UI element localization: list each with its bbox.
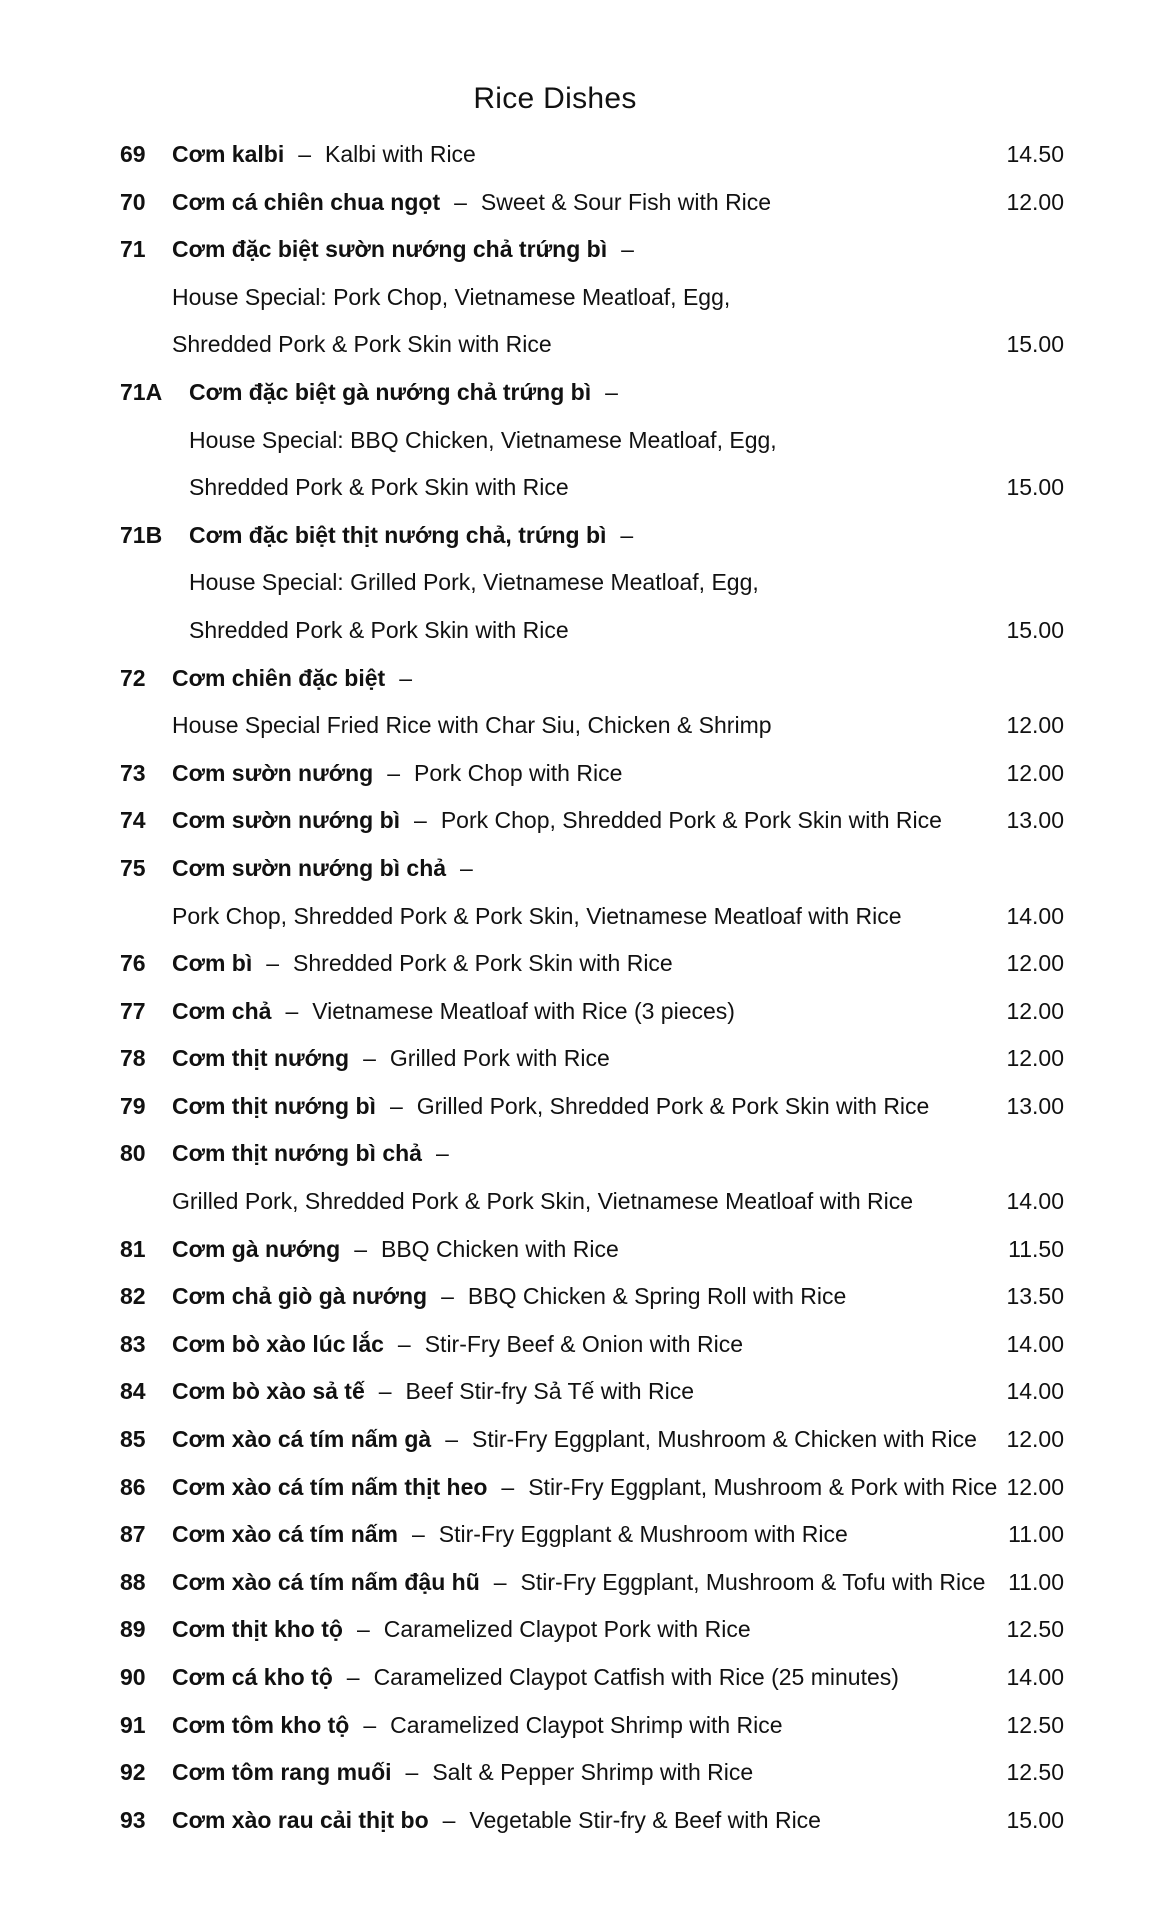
menu-item-line <box>120 1559 1064 1607</box>
item-number: 89 <box>120 1616 146 1643</box>
item-name <box>189 512 647 560</box>
menu-item-line <box>120 417 1064 465</box>
item-number: 80 <box>120 1140 146 1167</box>
item-vietnamese-name: Cơm xào cá tím nấm gà <box>172 1426 432 1453</box>
item-vietnamese-name: Cơm thịt kho tộ <box>172 1616 343 1643</box>
dash-separator: – <box>405 1759 419 1786</box>
item-description: Caramelized Claypot Shrimp with Rice <box>390 1711 783 1738</box>
item-vietnamese-name: Cơm chả giò gà nướng <box>172 1283 428 1310</box>
item-description: Sweet & Sour Fish with Rice <box>480 188 772 215</box>
item-name <box>172 1273 846 1321</box>
item-number: 85 <box>120 1426 146 1453</box>
menu-item-line <box>120 1035 1064 1083</box>
item-name <box>172 750 622 798</box>
item-description: Beef Stir-fry Sả Tế with Rice <box>405 1378 694 1405</box>
item-number: 87 <box>120 1521 146 1548</box>
item-vietnamese-name: Cơm thịt nướng bì chả <box>172 1140 422 1167</box>
item-description: Grilled Pork with Rice <box>389 1045 610 1072</box>
item-vietnamese-name: Cơm sườn nướng <box>172 759 374 786</box>
menu-item-line <box>120 1416 1064 1464</box>
menu-item-line <box>120 369 1064 417</box>
item-number: 91 <box>120 1711 146 1738</box>
item-vietnamese-name: Cơm sườn nướng bì chả <box>172 854 447 881</box>
dash-separator: – <box>621 236 634 263</box>
item-number: 71B <box>120 521 163 548</box>
item-price: 12.00 <box>1006 950 1064 977</box>
item-name <box>172 845 487 893</box>
item-price: 12.50 <box>1006 1616 1064 1643</box>
item-name <box>172 1511 848 1559</box>
menu-item-line <box>120 940 1064 988</box>
item-number: 86 <box>120 1473 146 1500</box>
menu-item-line <box>120 321 1064 369</box>
item-price: 14.50 <box>1006 141 1064 167</box>
menu-item-line <box>120 845 1064 893</box>
item-description: Kalbi with Rice <box>325 141 476 167</box>
item-number: 76 <box>120 950 146 977</box>
menu-item-line <box>120 655 1064 703</box>
item-name <box>172 1797 821 1845</box>
item-description: Stir-Fry Beef & Onion with Rice <box>424 1330 743 1357</box>
item-vietnamese-name: Cơm sườn nướng bì <box>172 807 401 834</box>
menu-item-line <box>120 1273 1064 1321</box>
item-name <box>172 226 648 274</box>
item-price: 11.00 <box>1008 1568 1064 1595</box>
menu-item-line <box>120 1083 1064 1131</box>
item-price: 12.00 <box>1006 759 1064 786</box>
menu-item-line <box>120 464 1064 512</box>
menu-item-line <box>120 1464 1064 1512</box>
dash-separator: – <box>356 1616 370 1643</box>
item-description: Grilled Pork, Shredded Pork & Pork Skin with Rice <box>416 1092 930 1119</box>
item-description: Pork Chop, Shredded Pork & Pork Skin, Vietnamese Meatloaf with Rice <box>172 902 902 929</box>
dash-separator: – <box>411 1521 425 1548</box>
item-number: 88 <box>120 1568 146 1595</box>
item-name <box>172 1702 783 1750</box>
item-vietnamese-name: Cơm thịt nướng bì <box>172 1092 376 1119</box>
item-description: Stir-Fry Eggplant, Mushroom & Tofu with Rice <box>520 1568 986 1595</box>
dash-separator: – <box>389 1092 403 1119</box>
item-description: Shredded Pork & Pork Skin with Rice <box>189 474 569 501</box>
item-number: 78 <box>120 1045 146 1072</box>
item-name <box>172 655 426 703</box>
item-price: 12.00 <box>1006 712 1064 739</box>
menu-item-line <box>120 1130 1064 1178</box>
menu-item-line <box>120 797 1064 845</box>
item-number: 75 <box>120 854 146 881</box>
item-vietnamese-name: Cơm xào cá tím nấm <box>172 1521 398 1548</box>
item-description: Vegetable Stir-fry & Beef with Rice <box>469 1806 821 1833</box>
dash-separator: – <box>346 1664 360 1690</box>
item-description: House Special Fried Rice with Char Siu, Chicken & Shrimp <box>172 712 772 739</box>
item-number: 71A <box>120 378 163 405</box>
item-number: 84 <box>120 1378 146 1405</box>
item-price: 13.50 <box>1006 1283 1064 1310</box>
menu-item-line <box>120 1511 1064 1559</box>
menu-item-line <box>120 1749 1064 1797</box>
item-price: 15.00 <box>1006 616 1064 643</box>
item-price: 12.00 <box>1006 997 1064 1024</box>
item-name <box>172 1464 997 1512</box>
item-vietnamese-name: Cơm chả <box>172 997 272 1024</box>
item-description: BBQ Chicken & Spring Roll with Rice <box>467 1283 847 1310</box>
item-description: House Special: Grilled Pork, Vietnamese Meatloaf, Egg, <box>189 569 759 596</box>
dash-separator: – <box>445 1426 459 1453</box>
item-price: 12.00 <box>1006 1473 1064 1500</box>
item-number: 83 <box>120 1330 146 1357</box>
dash-separator: – <box>460 854 473 881</box>
item-description: Pork Chop, Shredded Pork & Pork Skin with Rice <box>440 807 942 834</box>
item-price: 14.00 <box>1006 1188 1064 1215</box>
dash-separator: – <box>363 1045 376 1072</box>
item-price: 15.00 <box>1006 474 1064 501</box>
item-name <box>172 1606 751 1654</box>
menu-item-line <box>120 702 1064 750</box>
item-number: 73 <box>120 759 146 786</box>
item-price: 14.00 <box>1006 1330 1064 1357</box>
item-number: 77 <box>120 997 146 1024</box>
item-price: 12.00 <box>1006 188 1064 215</box>
item-name <box>189 369 632 417</box>
item-name <box>172 1083 929 1131</box>
item-name <box>172 1749 753 1797</box>
item-price: 14.00 <box>1006 1664 1064 1690</box>
menu-item-line <box>120 1321 1064 1369</box>
item-number: 79 <box>120 1092 146 1119</box>
dash-separator: – <box>387 759 400 786</box>
item-description: Shredded Pork & Pork Skin with Rice <box>172 331 552 358</box>
item-name <box>172 1654 899 1702</box>
item-number: 90 <box>120 1664 146 1690</box>
dash-separator: – <box>442 1806 456 1833</box>
item-number: 71 <box>120 236 146 263</box>
dash-separator: – <box>605 378 618 405</box>
item-vietnamese-name: Cơm kalbi <box>172 141 285 167</box>
dash-separator: – <box>266 950 280 977</box>
item-vietnamese-name: Cơm đặc biệt sườn nướng chả trứng bì <box>172 236 608 263</box>
item-price: 13.00 <box>1006 807 1064 834</box>
item-vietnamese-name: Cơm xào cá tím nấm thịt heo <box>172 1473 488 1500</box>
item-name <box>172 179 771 227</box>
item-price: 14.00 <box>1006 1378 1064 1405</box>
menu-list <box>120 131 1064 1844</box>
menu-item-line <box>120 988 1064 1036</box>
dash-separator: – <box>354 1235 367 1262</box>
dash-separator: – <box>298 141 312 167</box>
item-price: 14.00 <box>1006 902 1064 929</box>
item-vietnamese-name: Cơm cá chiên chua ngọt <box>172 188 441 215</box>
item-name <box>172 940 673 988</box>
item-name <box>172 1321 743 1369</box>
item-number: 70 <box>120 188 146 215</box>
item-price: 15.00 <box>1006 331 1064 358</box>
item-number: 93 <box>120 1806 146 1833</box>
item-number: 72 <box>120 664 146 691</box>
item-number: 81 <box>120 1235 146 1262</box>
item-name <box>172 1035 610 1083</box>
dash-separator: – <box>493 1568 507 1595</box>
item-vietnamese-name: Cơm bò xào sả tế <box>172 1378 365 1405</box>
item-description: Caramelized Claypot Pork with Rice <box>383 1616 751 1643</box>
item-price: 12.00 <box>1006 1426 1064 1453</box>
item-price: 12.50 <box>1006 1711 1064 1738</box>
menu-item-line <box>120 226 1064 274</box>
dash-separator: – <box>435 1140 449 1167</box>
item-name <box>172 1559 985 1607</box>
menu-item-line <box>120 1368 1064 1416</box>
dash-separator: – <box>363 1711 377 1738</box>
item-name <box>172 131 476 179</box>
item-name <box>172 1130 463 1178</box>
item-price: 12.50 <box>1006 1759 1064 1786</box>
menu-item-line <box>120 893 1064 941</box>
item-number: 82 <box>120 1283 146 1310</box>
item-description: Caramelized Claypot Catfish with Rice (25 minutes) <box>373 1664 899 1690</box>
item-name <box>172 988 735 1036</box>
menu-item-line <box>120 750 1064 798</box>
dash-separator: – <box>285 997 299 1024</box>
dash-separator: – <box>441 1283 454 1310</box>
menu-item-line <box>120 1226 1064 1274</box>
dash-separator: – <box>414 807 427 834</box>
item-vietnamese-name: Cơm đặc biệt thịt nướng chả, trứng bì <box>189 521 607 548</box>
item-vietnamese-name: Cơm đặc biệt gà nướng chả trứng bì <box>189 378 592 405</box>
item-vietnamese-name: Cơm chiên đặc biệt <box>172 664 386 691</box>
menu-item-line <box>120 607 1064 655</box>
dash-separator: – <box>501 1473 515 1500</box>
item-price: 12.00 <box>1006 1045 1064 1072</box>
dash-separator: – <box>397 1330 411 1357</box>
item-vietnamese-name: Cơm xào cá tím nấm đậu hũ <box>172 1568 480 1595</box>
item-name <box>172 1368 694 1416</box>
menu-item-line <box>120 1606 1064 1654</box>
item-price: 11.50 <box>1008 1235 1064 1262</box>
menu-item-line <box>120 1702 1064 1750</box>
item-price: 15.00 <box>1006 1806 1064 1833</box>
dash-separator: – <box>378 1378 392 1405</box>
item-vietnamese-name: Cơm thịt nướng <box>172 1045 350 1072</box>
item-vietnamese-name: Cơm gà nướng <box>172 1235 341 1262</box>
item-description: Pork Chop with Rice <box>414 759 623 786</box>
menu-item-line <box>120 1178 1064 1226</box>
item-number: 74 <box>120 807 146 834</box>
item-description: BBQ Chicken with Rice <box>380 1235 619 1262</box>
item-description: Shredded Pork & Pork Skin with Rice <box>189 616 569 643</box>
menu-item-line <box>120 1797 1064 1845</box>
item-number: 92 <box>120 1759 146 1786</box>
item-vietnamese-name: Cơm cá kho tộ <box>172 1664 333 1690</box>
dash-separator: – <box>620 521 634 548</box>
item-price: 13.00 <box>1006 1092 1064 1119</box>
item-vietnamese-name: Cơm bò xào lúc lắc <box>172 1330 384 1357</box>
item-vietnamese-name: Cơm bì <box>172 950 253 977</box>
item-number: 69 <box>120 141 146 167</box>
item-name <box>172 1416 977 1464</box>
item-description: Stir-Fry Eggplant, Mushroom & Pork with Rice <box>528 1473 998 1500</box>
item-description: House Special: BBQ Chicken, Vietnamese Meatloaf, Egg, <box>189 426 777 453</box>
item-description: Stir-Fry Eggplant, Mushroom & Chicken with Rice <box>472 1426 977 1453</box>
item-description: Shredded Pork & Pork Skin with Rice <box>293 950 673 977</box>
menu-item-line <box>120 179 1064 227</box>
menu-item-line <box>120 131 1064 179</box>
menu-item-line <box>120 559 1064 607</box>
item-name <box>172 1226 619 1274</box>
dash-separator: – <box>454 188 467 215</box>
item-vietnamese-name: Cơm tôm rang muối <box>172 1759 392 1786</box>
item-vietnamese-name: Cơm tôm kho tộ <box>172 1711 350 1738</box>
menu-item-line <box>120 512 1064 560</box>
menu-item-line <box>120 274 1064 322</box>
item-vietnamese-name: Cơm xào rau cải thịt bo <box>172 1806 429 1833</box>
item-description: Salt & Pepper Shrimp with Rice <box>432 1759 754 1786</box>
item-description: Grilled Pork, Shredded Pork & Pork Skin, Vietnamese Meatloaf with Rice <box>172 1188 914 1215</box>
item-description: Stir-Fry Eggplant & Mushroom with Rice <box>438 1521 848 1548</box>
item-description: Vietnamese Meatloaf with Rice (3 pieces) <box>312 997 735 1024</box>
menu-item-line <box>120 1654 1064 1702</box>
dash-separator: – <box>399 664 412 691</box>
item-price: 11.00 <box>1008 1521 1064 1548</box>
item-description: House Special: Pork Chop, Vietnamese Meatloaf, Egg, <box>172 283 731 310</box>
page-title: Rice Dishes <box>473 82 637 115</box>
item-name <box>172 797 942 845</box>
